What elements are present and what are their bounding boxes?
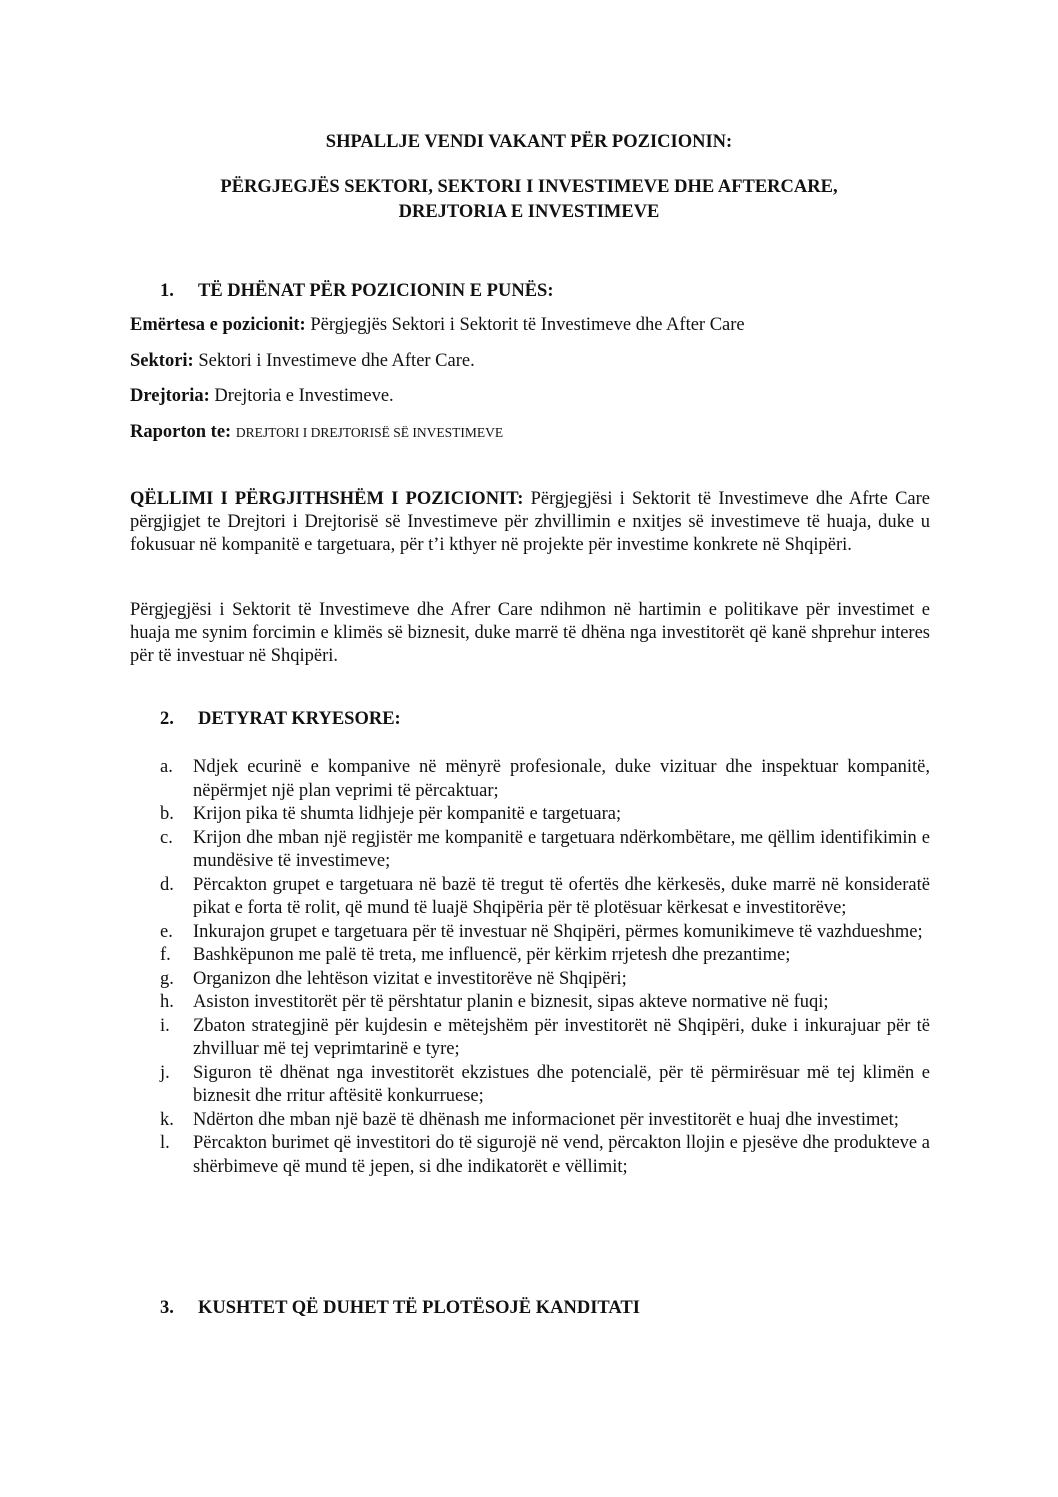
field-label: Raporton te: — [130, 422, 232, 442]
list-item — [160, 944, 930, 968]
purpose-text-1: Përgjegjësi i Sektorit të Investimeve dhe Afrte Care përgjigjet te Drejtori i Drejtorisë së Investimeve për zhvillimin e nxitjes së investimeve të huaja, duke u fokusuar në kompanitë e targetuara, për t’i kthyer në projekte për investime konkrete në Shqipëri. — [130, 489, 930, 555]
purpose-paragraph-2 — [130, 599, 930, 668]
list-item-letter: k. — [160, 1109, 174, 1130]
list-item-letter: e. — [160, 921, 173, 942]
purpose-paragraph-1 — [130, 488, 930, 557]
field-label: Sektori: — [130, 351, 194, 371]
section-1-heading — [160, 279, 554, 303]
list-item-text: Organizon dhe lehtëson vizitat e investitorëve në Shqipëri; — [193, 968, 627, 989]
list-item-letter: i. — [160, 1015, 170, 1036]
section-1-number: 1. — [160, 281, 174, 301]
section-2-number: 2. — [160, 709, 174, 729]
list-item — [160, 1109, 930, 1133]
list-item-letter: g. — [160, 968, 174, 989]
list-item — [160, 874, 930, 921]
list-item-text: Inkurajon grupet e targetuara për të investuar në Shqipëri, përmes komunikimeve të vazhdueshme; — [193, 921, 923, 942]
field-value: Përgjegjës Sektori i Sektorit të Investimeve dhe After Care — [310, 315, 745, 335]
list-item-text: Bashkëpunon me palë të treta, me influencë, për kërkim rrjetesh dhe prezantime; — [193, 945, 791, 965]
field-sector — [130, 349, 475, 373]
field-directorate — [130, 384, 394, 408]
field-label: Emërtesa e pozicionit: — [130, 315, 306, 335]
section-3-title: KUSHTET QË DUHET TË PLOTËSOJË KANDITATI — [198, 1298, 640, 1318]
list-item-text: Ndërton dhe mban një bazë të dhënash me informacionet për investitorët e huaj dhe investimet; — [193, 1109, 899, 1130]
list-item-letter: h. — [160, 992, 174, 1012]
list-item-letter: c. — [160, 827, 173, 848]
list-item-text: Asiston investitorët për të përshtatur planin e biznesit, sipas akteve normative në fuqi; — [193, 992, 829, 1012]
list-item — [160, 1132, 930, 1179]
field-label: Drejtoria: — [130, 386, 210, 406]
list-item-text: Zbaton strategjinë për kujdesin e mëtejshëm për investitorët në Shqipëri, duke i inkurajuar për të zhvilluar më tej veprimtarinë e tyre; — [193, 1015, 930, 1059]
field-value: Sektori i Investimeve dhe After Care. — [198, 351, 475, 371]
document-title-line-3: DREJTORIA E INVESTIMEVE — [398, 202, 660, 222]
list-item-letter: f. — [160, 945, 171, 965]
list-item-text: Ndjek ecurinë e kompanive në mënyrë profesionale, duke vizituar dhe inspektuar kompanitë, nëpërmjet një plan veprimi të përcaktuar; — [193, 757, 930, 801]
list-item-text: Përcakton grupet e targetuara në bazë të tregut të ofertës dhe kërkesës, duke marrë në konsideratë pikat e forta të rolit, që mund të luajë Shqipëria për të plotësuar kërkesat e investitorëve; — [193, 874, 930, 918]
list-item — [160, 921, 930, 945]
list-item-letter: l. — [160, 1133, 170, 1153]
purpose-label: QËLLIMI I PËRGJITHSHËM I POZICIONIT: — [130, 489, 524, 509]
list-item-text: Përcakton burimet që investitori do të sigurojë në vend, përcakton llojin e pjesëve dhe produkteve a shërbimeve që mund të jepen, si dhe indikatorët e vëllimit; — [193, 1133, 930, 1177]
list-item — [160, 803, 930, 827]
section-2-title: DETYRAT KRYESORE: — [198, 709, 401, 729]
duties-list — [160, 756, 930, 1179]
list-item-letter: b. — [160, 804, 174, 824]
section-1-title: TË DHËNAT PËR POZICIONIN E PUNËS: — [198, 281, 554, 301]
field-value: Drejtoria e Investimeve. — [214, 386, 394, 406]
list-item-letter: d. — [160, 874, 174, 895]
section-3-number: 3. — [160, 1298, 174, 1318]
list-item — [160, 756, 930, 803]
list-item-text: Krijon dhe mban një regjistër me kompanitë e targetuara ndërkombëtare, me qëllim identifikimin e mundësive të investimeve; — [193, 827, 930, 871]
purpose-text-2: Përgjegjësi i Sektorit të Investimeve dhe Afrer Care ndihmon në hartimin e politikave për investimet e huaja me synim forcimin e klimës së biznesit, duke marrë të dhëna nga investitorët që kanë shprehur interes për të investuar në Shqipëri. — [130, 600, 930, 666]
document-title-line-2: PËRGJEGJËS SEKTORI, SEKTORI I INVESTIMEVE DHE AFTERCARE, — [220, 177, 838, 197]
field-value: DREJTORI I DREJTORISË SË INVESTIMEVE — [235, 425, 504, 440]
list-item-text: Siguron të dhënat nga investitorët ekzistues dhe potencialë, për të përmirësuar më tej klimën e biznesit dhe rritur aftësitë konkurruese; — [193, 1062, 930, 1106]
section-2-heading — [160, 707, 401, 731]
list-item-letter: j. — [160, 1062, 170, 1083]
field-position-title — [130, 313, 745, 337]
list-item — [160, 827, 930, 874]
section-3-heading — [160, 1296, 640, 1320]
list-item-text: Krijon pika të shumta lidhjeje për kompanitë e targetuara; — [193, 804, 622, 824]
document-title-line-1: SHPALLJE VENDI VAKANT PËR POZICIONIN: — [325, 132, 733, 152]
list-item — [160, 1015, 930, 1062]
list-item — [160, 968, 930, 992]
list-item-letter: a. — [160, 757, 173, 777]
field-reports-to — [130, 420, 503, 445]
list-item — [160, 1062, 930, 1109]
list-item — [160, 991, 930, 1015]
